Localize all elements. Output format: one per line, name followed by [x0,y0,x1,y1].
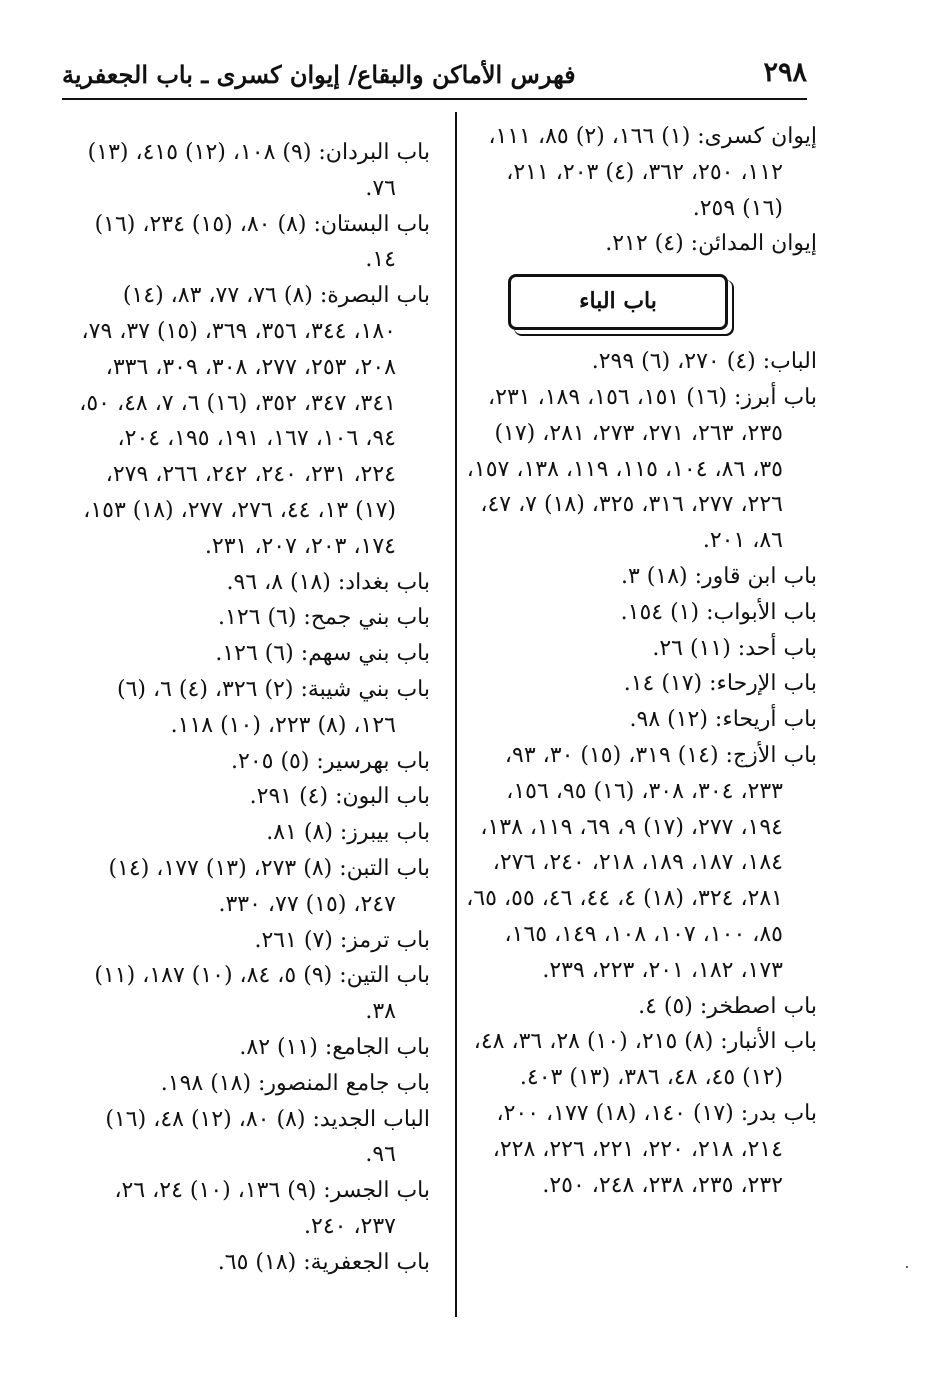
index-entry: باب بني جمح: (٦) ١٢٦. [218,605,430,631]
index-entry: باب الجسر: (٩) ١٣٦، (١٠) ٢٤، ٢٦، ٢٣٧، ٢٤٠. [114,1178,430,1239]
header-rule [62,98,807,100]
index-entry: الباب: (٤) ٢٧٠، (٦) ٢٩٩. [591,349,817,375]
index-entry: باب أحد: (١١) ٢٦. [652,635,817,661]
index-entry: باب بدر: (١٧) ١٤٠، (١٨) ١٧٧، ٢٠٠، ٢١٤، ٢١٨، ٢٢٠، ٢٢١، ٢٢٦، ٢٢٨، ٢٣٢، ٢٣٥، ٢٣٨، ٢٤٨، ٢٥٠. [492,1100,817,1198]
index-entry: باب بني سهم: (٦) ١٢٦. [215,641,430,667]
index-entry: باب البردان: (٩) ١٠٨، (١٢) ٤١٥، (١٣) ٧٦. [87,140,430,201]
index-entry: باب الأزج: (١٤) ٣١٩، (١٥) ٣٠، ٩٣، ٢٣٣، ٣٠٤، ٣٠٨، (١٦) ٩٥، ١٥٦، ١٩٤، ٢٧٧، (١٧) ٩، ٦٩، ١١٩، ١٣٨، ١٨٤، ١٨٧، ١٨٩، ٢١٨، ٢٤٠، ٢٧٦، ٢٨١، ٣٢٤، (١٨) ٤، ٤٤، ٤٦، ٥٥، ٦٥، ٨٥، ١٠٠، ١٠٧، ١٠٨، ١٤٩، ١٦٥، ١٧٣، ١٨٢، ٢٠١، ٢٢٣، ٢٣٩. [466,742,817,983]
index-entry: باب الجعفرية: (١٨) ٦٥. [217,1249,430,1275]
index-entry: باب التبن: (٨) ٢٧٣، (١٣) ١٧٧، (١٤) ٢٤٧، (١٥) ٧٧، ٣٣٠. [108,855,430,917]
index-entry: إيوان كسرى: (١) ١٦٦، (٢) ٨٥، ١١١، ١١٢، ٢٥٠، ٣٦٢، (٤) ٢٠٣، ٢١١، (١٦) ٢٥٩. [488,124,817,221]
section-heading-wrap [465,262,817,344]
index-entry: باب بيبرز: (٨) ٨١. [266,820,430,846]
index-entry: باب جامع المنصور: (١٨) ١٩٨. [160,1070,430,1096]
column-divider [455,112,457,1317]
page-number: ٢٩٨ [763,57,807,88]
index-entry: باب أريحاء: (١٢) ٩٨. [629,707,817,733]
section-heading-box [508,274,728,330]
left-column [75,135,430,1281]
index-entry: باب التين: (٩) ٥، ٨٤، (١٠) ١٨٧، (١١) ٣٨. [94,963,430,1025]
index-entry: باب بني شيبة: (٢) ٣٢٦، (٤) ٦، (٦) ١٢٦، (٨) ٢٢٣، (١٠) ١١٨. [116,676,430,738]
index-entry: باب الإرحاء: (١٧) ١٤. [623,671,817,697]
right-column [465,119,817,1203]
index-entry: باب ابن قاور: (١٨) ٣. [620,563,817,589]
index-entry: باب ترمز: (٧) ٢٦١. [254,927,430,953]
index-entry: باب الجامع: (١١) ٨٢. [239,1034,430,1060]
running-title: فهرس الأماكن والبقاع/ إيوان كسرى ـ باب الجعفرية [62,60,576,89]
index-entry: باب الأنبار: (٨) ٢١٥، (١٠) ٢٨، ٣٦، ٤٨، (١٢) ٤٥، ٤٨، ٣٨٦، (١٣) ٤٠٣. [473,1029,817,1091]
index-entry: باب الأبواب: (١) ١٥٤. [620,599,817,625]
index-entry: باب البصرة: (٨) ٧٦، ٧٧، ٨٣، (١٤) ١٨٠، ٣٤٤، ٣٥٦، ٣٦٩، (١٥) ٣٧، ٧٩، ٢٠٨، ٢٥٣، ٢٧٧، ٣٠٨، ٣٠٩، ٣٣٦، ٣٤١، ٣٤٧، ٣٥٢، (١٦) ٦، ٧، ٤٨، ٥٠، ٩٤، ١٠٦، ١٦٧، ١٩١، ١٩٥، ٢٠٤، ٢٢٤، ٢٣١، ٢٤٠، ٢٤٢، ٢٦٦، ٢٧٩، (١٧) ١٣، ٤٤، ٢٧٦، ٢٧٧، (١٨) ١٥٣، ١٧٤، ٢٠٣، ٢٠٧، ٢٣١. [79,283,430,559]
index-entry: باب البون: (٤) ٢٩١. [249,784,430,810]
index-entry: باب بغداد: (١٨) ٨، ٩٦. [226,569,430,595]
scan-speck [906,1266,908,1268]
index-entry: باب أبرز: (١٦) ١٥١، ١٥٦، ١٨٩، ٢٣١، ٢٣٥، ٢٦٣، ٢٧١، ٢٧٣، ٢٨١، (١٧) ٣٥، ٨٦، ١٠٤، ١١٥، ١١٩، ١٣٨، ١٥٧، ٢٢٦، ٢٧٧، ٣١٦، ٣٢٥، (١٨) ٧، ٤٧، ٨٦، ٢٠١. [466,384,817,554]
index-entry: باب اصطخر: (٥) ٤. [638,993,817,1019]
index-entry: الباب الجديد: (٨) ٨٠، (١٢) ٤٨، (١٦) ٩٦. [105,1106,430,1168]
index-entry: إيوان المدائن: (٤) ٢١٢. [605,231,817,257]
index-entry: باب بهرسير: (٥) ٢٠٥. [231,748,430,774]
index-entry: باب البستان: (٨) ٨٠، (١٥) ٢٣٤، (١٦) ١٤. [94,211,430,273]
page-header [62,55,807,95]
section-heading: باب الباء [579,288,657,315]
